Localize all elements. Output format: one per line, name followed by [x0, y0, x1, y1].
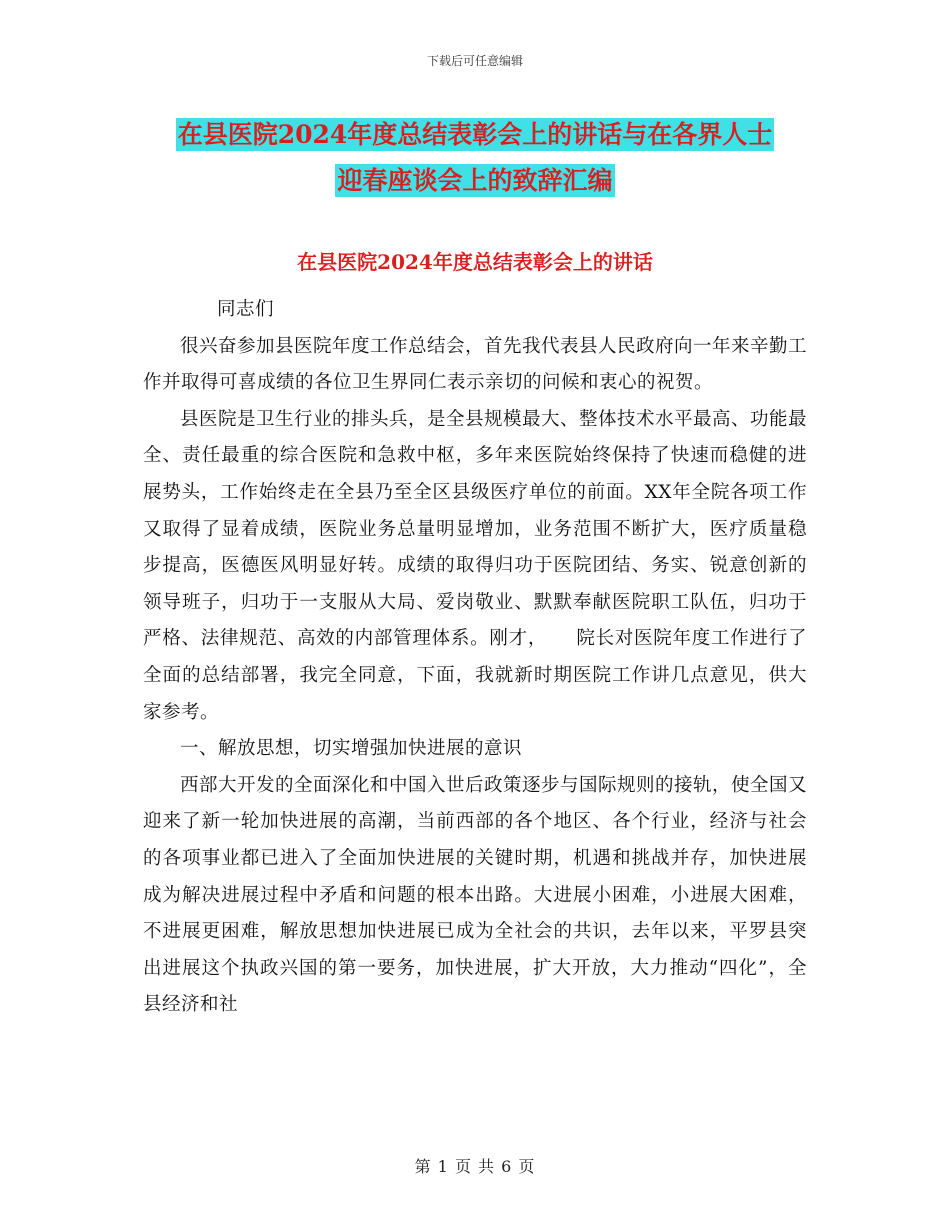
paragraph-3: 西部大开发的全面深化和中国入世后政策逐步与国际规则的接轨，使全国又迎来了新一轮加快进展的高潮，当前西部的各个地区、各个行业，经济与社会的各项事业都已进入了全面加快进展的关键时期，机遇和挑战并存，加快进展成为解决进展过程中矛盾和问题的根本出路。大进展小困难，小进展大困难，不进展更困难，解放思想加快进展已成为全社会的共识，去年以来，平罗县突出进展这个执政兴国的第一要务，加快进展，扩大开放，大力推动“四化”，全县经济和社 [143, 774, 808, 1016]
paragraph-2: 县医院是卫生行业的排头兵，是全县规模最大、整体技术水平最高、功能最全、责任最重的综合医院和急救中枢，多年来医院始终保持了快速而稳健的进展势头，工作始终走在全县乃至全区县级医疗单位的前面。XX年全院各项工作又取得了显着成绩，医院业务总量明显增加，业务范围不断扩大，医疗质量稳步提高，医德医风明显好转。成绩的取得归功于医院团结、务实、锐意创新的领导班子，归功于一支服从大局、爱岗敬业、默默奉献医院职工队伍，归功于严格、法律规范、高效的内部管理体系。刚才， 院长对医院年度工作进行了全面的总结部署，我完全同意，下面，我就新时期医院工作讲几点意见，供大家参考。 [143, 408, 808, 723]
document-title-line-2 [0, 158, 950, 204]
header-note: 下载后可任意编辑 [426, 54, 523, 68]
document-title-line-1 [0, 112, 950, 158]
salutation-text: 同志们 [217, 299, 275, 320]
section-heading-1: 一、解放思想，切实增强加快进展的意识 [180, 738, 523, 760]
title-line-1: 在县医院2024年度总结表彰会上的讲话与在各界人士 [177, 120, 773, 149]
document-body [143, 292, 807, 1024]
section-title: 在县医院2024年度总结表彰会上的讲话 [297, 250, 653, 274]
title-line-2: 迎春座谈会上的致辞汇编 [337, 166, 613, 195]
page-footer: 第 1 页 共 6 页 [414, 1157, 536, 1176]
document-title [0, 112, 950, 204]
paragraph-1: 很兴奋参加县医院年度工作总结会，首先我代表县人民政府向一年来辛勤工作并取得可喜成绩的各位卫生界同仁表示亲切的问候和衷心的祝贺。 [143, 335, 808, 394]
salutation [143, 292, 807, 329]
